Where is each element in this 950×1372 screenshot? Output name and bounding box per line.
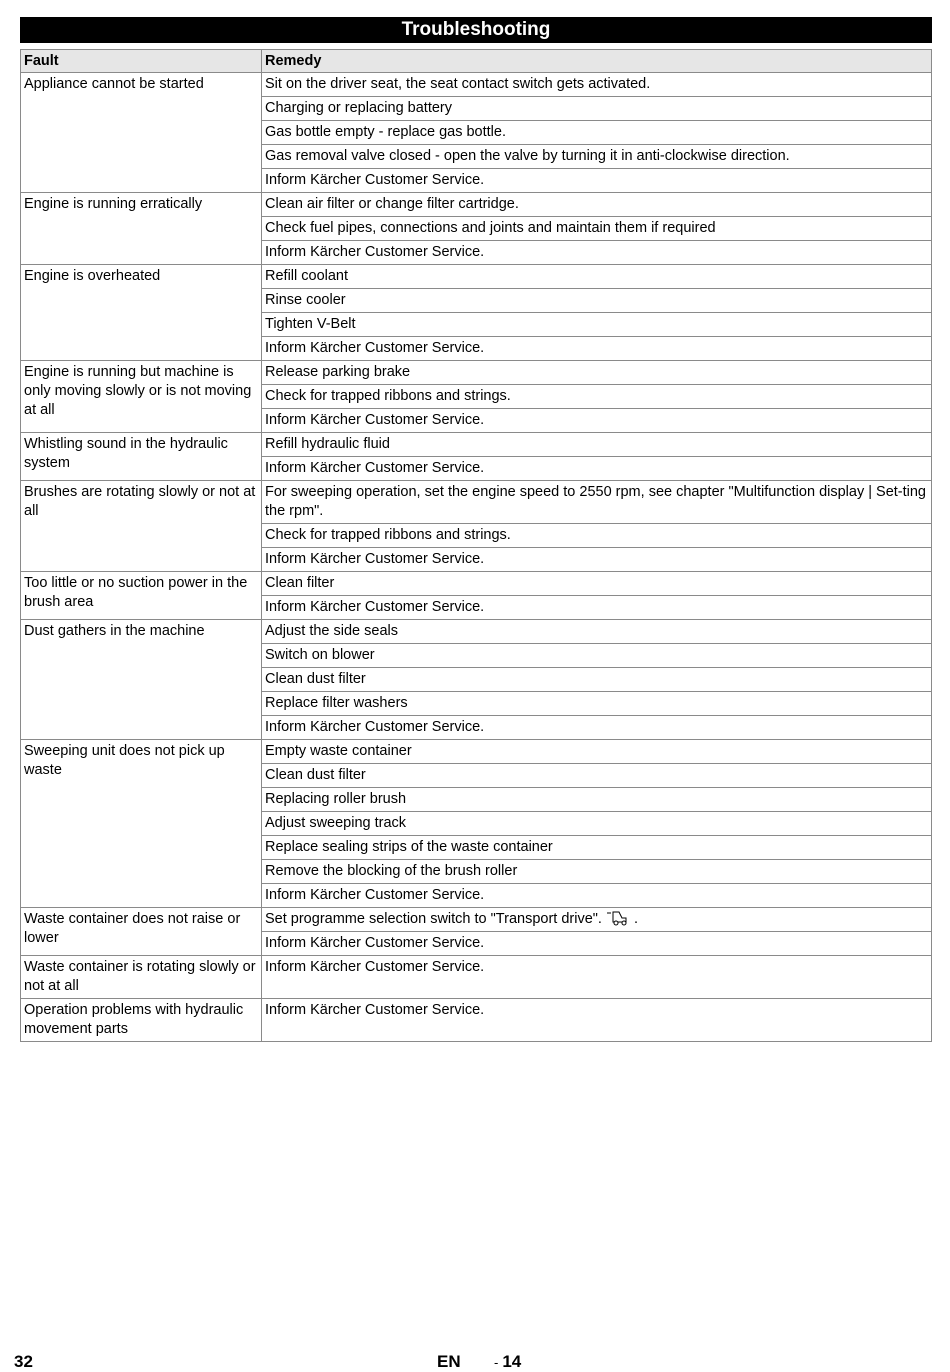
remedy-text: Empty waste container [265, 743, 412, 759]
remedy-text: Inform Kärcher Customer Service. [265, 959, 485, 975]
remedy-cell [262, 884, 932, 908]
table-row [21, 908, 932, 932]
table-row [21, 572, 932, 596]
remedy-cell [262, 385, 932, 409]
page-dash: - [494, 1355, 499, 1370]
remedy-cell [262, 121, 932, 145]
language-code: EN [437, 1352, 461, 1371]
remedy-cell [262, 764, 932, 788]
remedy-text: Remove the blocking of the brush roller [265, 863, 518, 879]
remedy-cell [262, 145, 932, 169]
remedy-text: Inform Kärcher Customer Service. [265, 887, 485, 903]
remedy-cell [262, 289, 932, 313]
remedy-cell [262, 596, 932, 620]
remedy-text: Replace filter washers [265, 695, 408, 711]
fault-cell: Waste container does not raise or lower [21, 908, 262, 956]
remedy-cell: Set programme selection switch to "Transport drive". . [262, 908, 932, 932]
remedy-cell [262, 692, 932, 716]
remedy-text: Inform Kärcher Customer Service. [265, 412, 485, 428]
remedy-cell [262, 668, 932, 692]
remedy-text: Clean air filter or change filter cartridge. [265, 196, 519, 212]
remedy-cell [262, 73, 932, 97]
remedy-text: Inform Kärcher Customer Service. [265, 172, 485, 188]
remedy-text: Gas bottle empty - replace gas bottle. [265, 124, 506, 140]
remedy-text: Replace sealing strips of the waste container [265, 839, 553, 855]
remedy-cell [262, 457, 932, 481]
remedy-text: Refill hydraulic fluid [265, 436, 390, 452]
table-row [21, 620, 932, 644]
remedy-cell [262, 313, 932, 337]
table-row [21, 956, 932, 999]
remedy-text: Inform Kärcher Customer Service. [265, 935, 485, 951]
remedy-cell [262, 409, 932, 433]
page-number-left: 32 [14, 1352, 33, 1371]
remedy-cell [262, 740, 932, 764]
transport-drive-icon [606, 910, 630, 926]
remedy-text: Set programme selection switch to "Transport drive". [265, 911, 602, 927]
table-row [21, 361, 932, 385]
remedy-text: Refill coolant [265, 268, 349, 284]
table-row [21, 193, 932, 217]
remedy-cell [262, 241, 932, 265]
remedy-cell [262, 812, 932, 836]
remedy-cell [262, 956, 932, 999]
remedy-text: Inform Kärcher Customer Service. [265, 551, 485, 567]
remedy-text: Check for trapped ribbons and strings. [265, 527, 511, 543]
remedy-text: Inform Kärcher Customer Service. [265, 460, 485, 476]
fault-cell: Engine is overheated [21, 265, 262, 361]
table-row [21, 265, 932, 289]
remedy-cell [262, 999, 932, 1042]
remedy-text: Inform Kärcher Customer Service. [265, 719, 485, 735]
table-row [21, 999, 932, 1042]
remedy-text: Release parking brake [265, 364, 411, 380]
remedy-text: Gas removal valve closed - open the valve by turning it in anti-clockwise direction. [265, 148, 790, 164]
remedy-cell [262, 524, 932, 548]
page-title: Troubleshooting [20, 17, 932, 43]
fault-cell: Waste container is rotating slowly or not at all [21, 956, 262, 999]
table-body [21, 73, 932, 1042]
fault-cell: Engine is running but machine is only moving slowly or is not moving at all [21, 361, 262, 433]
remedy-text: Adjust sweeping track [265, 815, 407, 831]
fault-header: Fault [21, 50, 262, 73]
remedy-text: Rinse cooler [265, 292, 346, 308]
fault-cell: Operation problems with hydraulic movement parts [21, 999, 262, 1042]
remedy-text: Replacing roller brush [265, 791, 407, 807]
remedy-cell [262, 97, 932, 121]
remedy-text: Clean dust filter [265, 671, 366, 687]
remedy-cell [262, 788, 932, 812]
remedy-text: Clean dust filter [265, 767, 366, 783]
remedy-cell [262, 620, 932, 644]
remedy-text: Inform Kärcher Customer Service. [265, 1002, 485, 1018]
remedy-text: Adjust the side seals [265, 623, 398, 639]
table-row [21, 433, 932, 457]
table-header-row [21, 50, 932, 73]
remedy-cell [262, 337, 932, 361]
remedy-cell [262, 716, 932, 740]
remedy-cell [262, 361, 932, 385]
table-row [21, 73, 932, 97]
remedy-cell [262, 265, 932, 289]
fault-cell: Dust gathers in the machine [21, 620, 262, 740]
remedy-text: Charging or replacing battery [265, 100, 452, 116]
remedy-text: Inform Kärcher Customer Service. [265, 340, 485, 356]
remedy-header: Remedy [262, 50, 932, 73]
remedy-text: Tighten V-Belt [265, 316, 356, 332]
fault-cell: Too little or no suction power in the brush area [21, 572, 262, 620]
remedy-cell [262, 481, 932, 524]
fault-cell: Sweeping unit does not pick up waste [21, 740, 262, 908]
fault-cell: Whistling sound in the hydraulic system [21, 433, 262, 481]
remedy-text: Switch on blower [265, 647, 375, 663]
remedy-cell [262, 548, 932, 572]
remedy-cell [262, 932, 932, 956]
remedy-cell [262, 169, 932, 193]
section-page-number [494, 1352, 521, 1372]
remedy-text: Inform Kärcher Customer Service. [265, 599, 485, 615]
remedy-text: Check fuel pipes, connections and joints and maintain them if required [265, 220, 716, 236]
remedy-cell [262, 860, 932, 884]
table-row [21, 481, 932, 524]
remedy-text: Inform Kärcher Customer Service. [265, 244, 485, 260]
remedy-cell [262, 433, 932, 457]
troubleshooting-table [20, 49, 932, 1042]
remedy-text: For sweeping operation, set the engine speed to 2550 rpm, see chapter "Multifunction display | Set-ting the rpm". [265, 484, 926, 519]
fault-cell: Appliance cannot be started [21, 73, 262, 193]
remedy-text: Sit on the driver seat, the seat contact switch gets activated. [265, 76, 651, 92]
table-row [21, 740, 932, 764]
remedy-cell [262, 193, 932, 217]
remedy-cell [262, 572, 932, 596]
fault-cell: Brushes are rotating slowly or not at all [21, 481, 262, 572]
remedy-text: Check for trapped ribbons and strings. [265, 388, 511, 404]
page-number: 14 [502, 1352, 522, 1371]
remedy-cell [262, 836, 932, 860]
remedy-cell [262, 217, 932, 241]
remedy-cell [262, 644, 932, 668]
fault-cell: Engine is running erratically [21, 193, 262, 265]
remedy-text: Clean filter [265, 575, 335, 591]
